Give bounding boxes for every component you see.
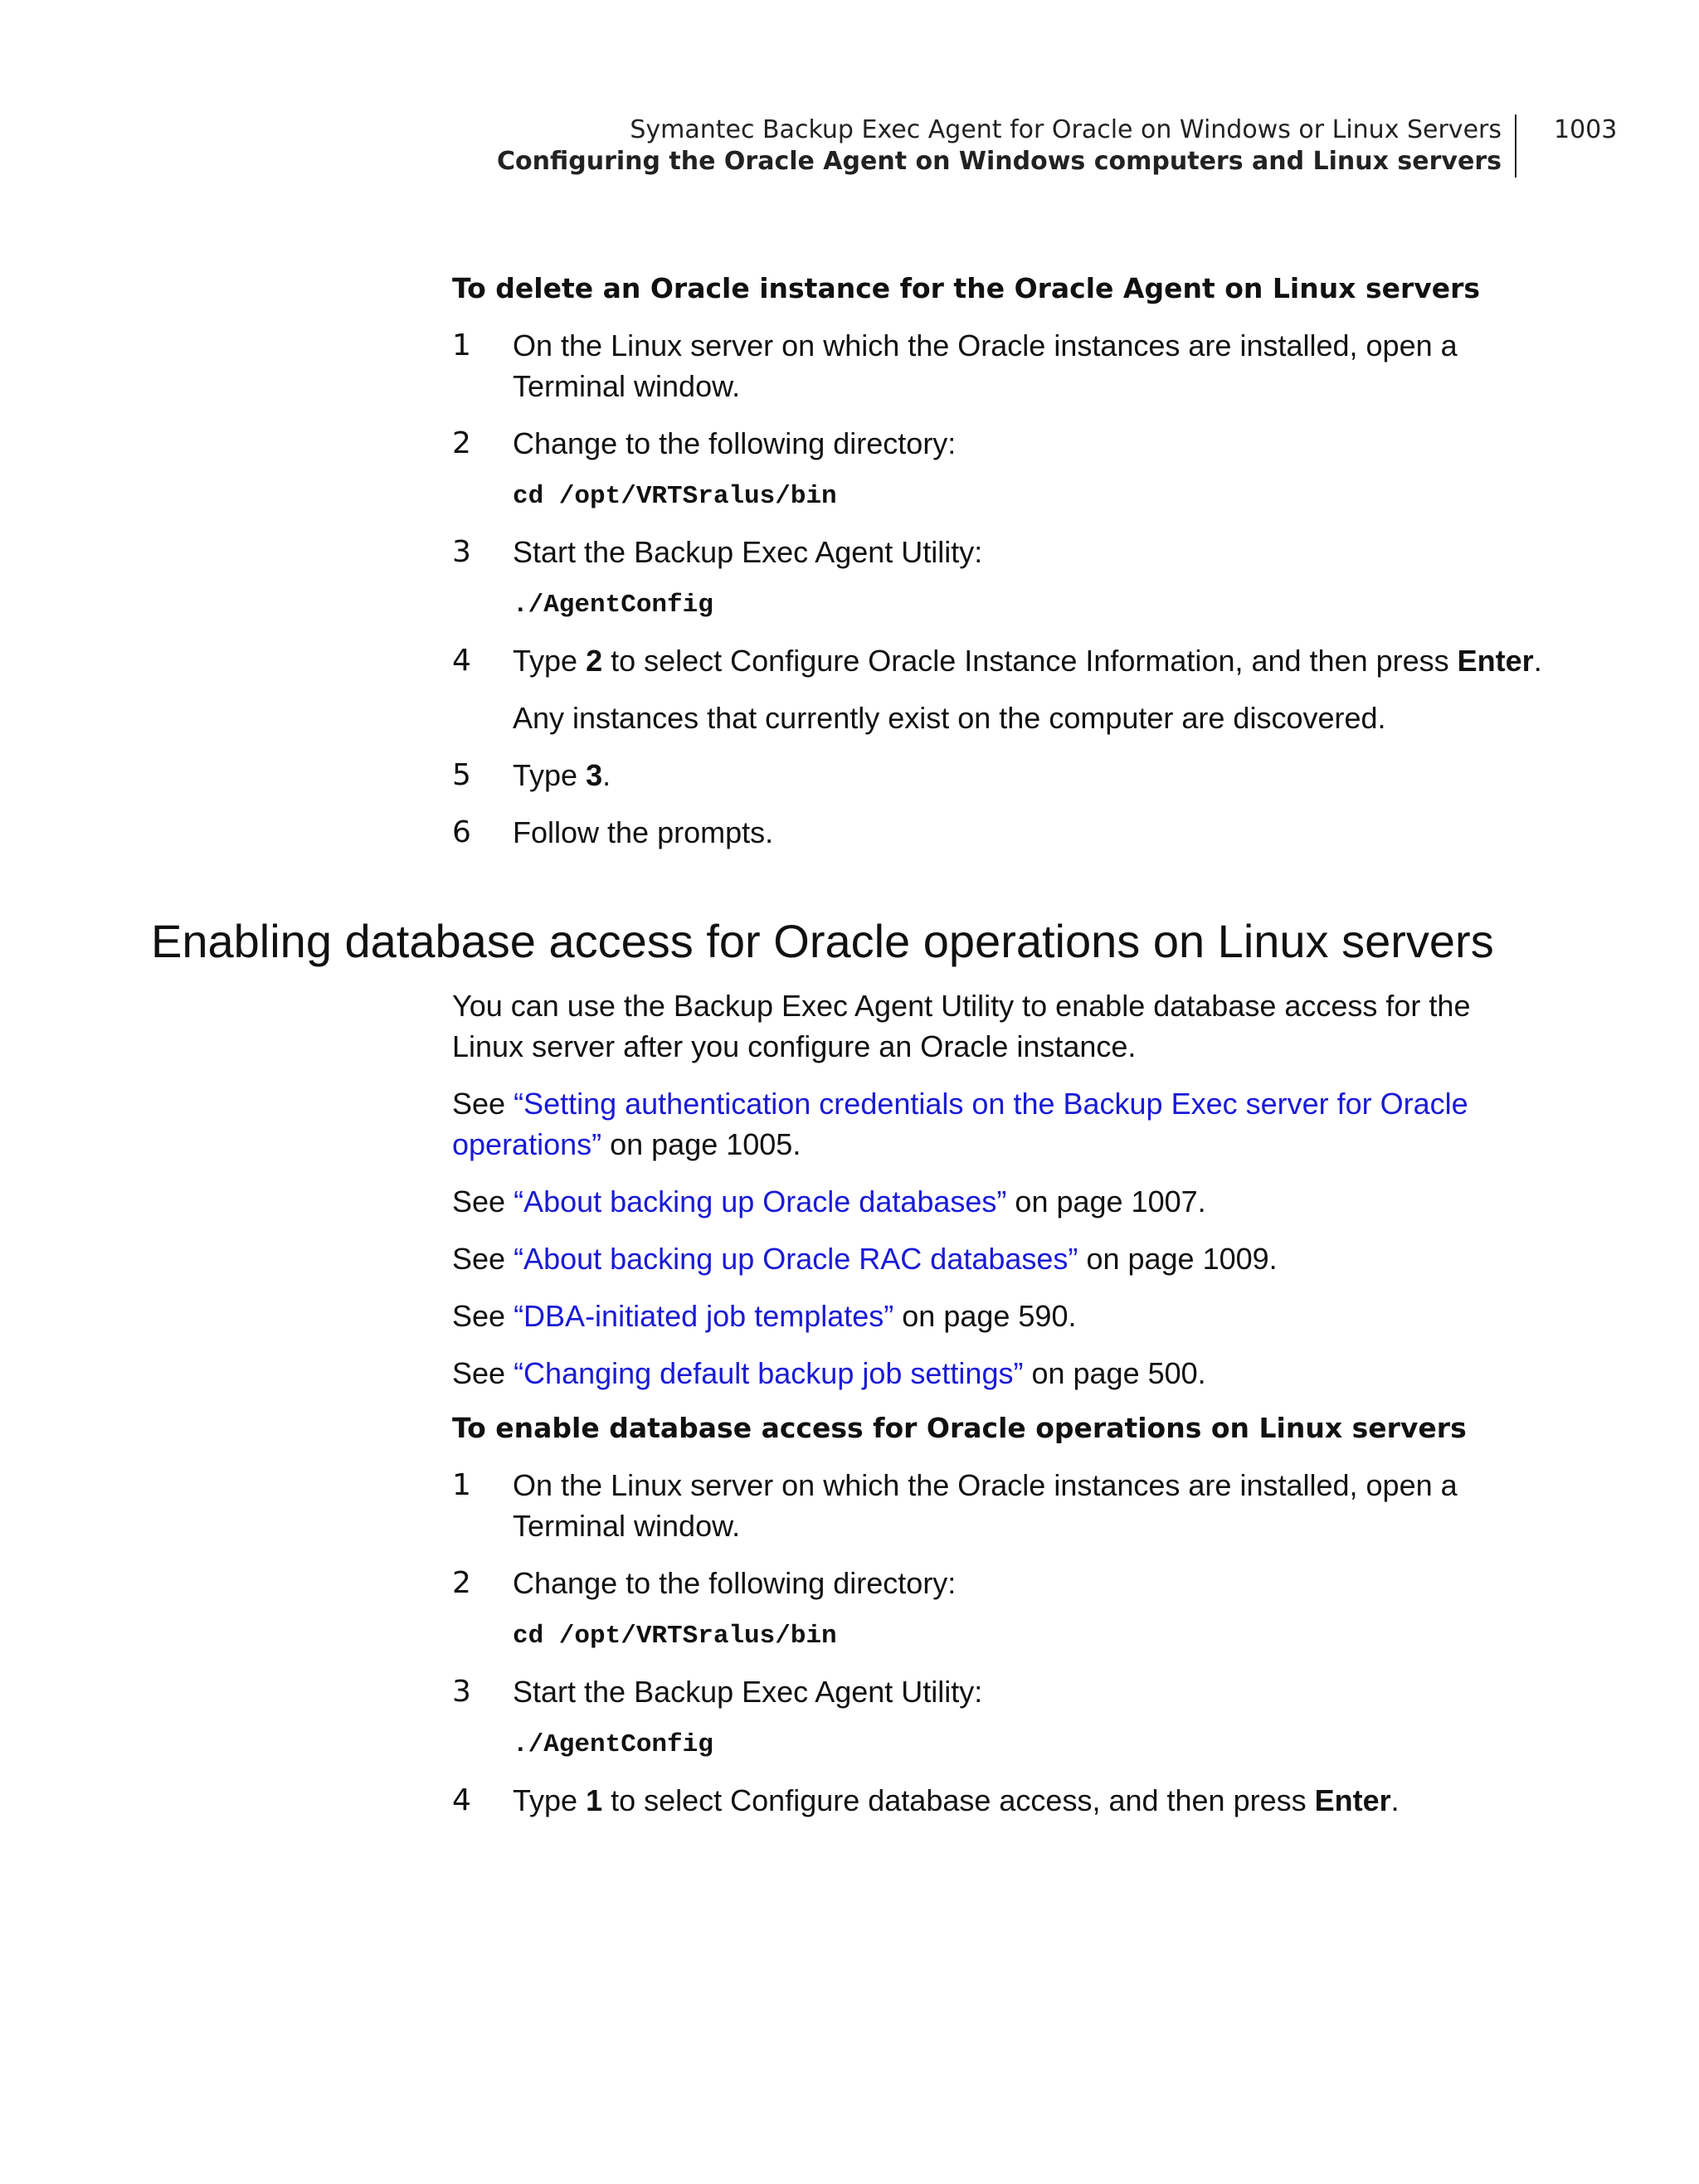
procedure-step — [452, 812, 1547, 853]
cross-reference-link[interactable]: “About backing up Oracle RAC databases” — [514, 1242, 1078, 1276]
step-text: On the Linux server on which the Oracle instances are installed, open a Terminal window. — [513, 328, 1458, 403]
cross-reference-link[interactable]: “DBA-initiated job templates” — [514, 1299, 894, 1333]
code-line: cd /opt/VRTSralus/bin — [513, 482, 837, 511]
cross-reference-link[interactable]: “Changing default backup job settings” — [514, 1356, 1024, 1390]
page-reference: on page 1007. — [1006, 1184, 1206, 1218]
delete-procedure — [452, 270, 1547, 853]
see-prefix: See — [452, 1299, 514, 1333]
see-reference — [452, 1181, 1547, 1222]
step-number: 1 — [452, 328, 471, 362]
procedure-title: To enable database access for Oracle operations on Linux servers — [452, 1412, 1467, 1444]
procedure-step — [452, 325, 1547, 406]
procedure-step — [452, 1671, 1547, 1712]
step-text-pre: Type — [513, 644, 587, 678]
step-key-name: Enter — [1457, 644, 1534, 678]
code-line: cd /opt/VRTSralus/bin — [513, 1622, 837, 1651]
step-text-mid: to select Configure Oracle Instance Information, and then press — [602, 644, 1458, 678]
cross-reference-link[interactable]: “About backing up Oracle databases” — [514, 1184, 1007, 1218]
see-reference — [452, 1083, 1547, 1165]
step-number: 2 — [452, 426, 471, 460]
header-chapter-title: Symantec Backup Exec Agent for Oracle on Windows or Linux Servers — [630, 115, 1502, 144]
step-text: Start the Backup Exec Agent Utility: — [513, 535, 983, 569]
see-prefix: See — [452, 1087, 514, 1121]
procedure-step — [452, 755, 1547, 795]
step-text: Change to the following directory: — [513, 1566, 957, 1600]
procedure-step — [452, 1780, 1547, 1821]
step-key-value: 1 — [586, 1783, 603, 1817]
step-note: Any instances that currently exist on the computer are discovered. — [513, 701, 1386, 735]
step-text-pre: Type — [513, 1783, 587, 1817]
step-text-post: . — [602, 758, 611, 792]
procedure-step — [452, 423, 1547, 464]
page-reference: on page 500. — [1023, 1356, 1206, 1390]
code-line: ./AgentConfig — [513, 1730, 713, 1759]
step-key-name: Enter — [1314, 1783, 1391, 1817]
procedure-step — [452, 640, 1547, 681]
see-reference — [452, 1353, 1547, 1394]
page-number: 1003 — [1554, 115, 1618, 144]
code-line: ./AgentConfig — [513, 591, 713, 620]
procedure-step — [452, 1563, 1547, 1603]
step-text-pre: Type — [513, 758, 587, 792]
step-number: 3 — [452, 1675, 471, 1709]
page-reference: on page 1009. — [1078, 1242, 1278, 1276]
step-text-post: . — [1390, 1783, 1400, 1817]
procedure-title: To delete an Oracle instance for the Oracle Agent on Linux servers — [452, 272, 1481, 304]
step-text: On the Linux server on which the Oracle instances are installed, open a Terminal window. — [513, 1468, 1458, 1543]
see-reference — [452, 1296, 1547, 1336]
step-number: 4 — [452, 1783, 471, 1817]
header-section-title: Configuring the Oracle Agent on Windows computers and Linux servers — [497, 147, 1502, 176]
section-heading: Enabling database access for Oracle operations on Linux servers — [151, 915, 1494, 967]
step-text: Start the Backup Exec Agent Utility: — [513, 1675, 983, 1709]
intro-paragraph: You can use the Backup Exec Agent Utility to enable database access for the Linux server after you configure an Oracle instance. — [452, 989, 1471, 1063]
step-number: 6 — [452, 815, 471, 849]
see-prefix: See — [452, 1242, 514, 1276]
section-body — [452, 985, 1547, 1821]
step-key-value: 3 — [586, 758, 603, 792]
step-text: Change to the following directory: — [513, 426, 957, 460]
page-reference: on page 1005. — [601, 1127, 801, 1161]
see-prefix: See — [452, 1356, 514, 1390]
page-reference: on page 590. — [893, 1299, 1077, 1333]
step-number: 5 — [452, 758, 471, 792]
step-number: 1 — [452, 1468, 471, 1502]
see-reference — [452, 1238, 1547, 1279]
step-key-value: 2 — [586, 644, 603, 678]
step-number: 4 — [452, 644, 471, 678]
see-prefix: See — [452, 1184, 514, 1218]
step-text-post: . — [1533, 644, 1542, 678]
cross-reference-link[interactable]: “Setting authentication credentials on the Backup Exec server for Oracle operations” — [452, 1087, 1468, 1161]
running-header — [497, 114, 1516, 178]
step-text: Follow the prompts. — [513, 815, 774, 849]
procedure-step — [452, 532, 1547, 572]
step-number: 2 — [452, 1566, 471, 1600]
procedure-step — [452, 1465, 1547, 1546]
step-text-mid: to select Configure database access, and then press — [602, 1783, 1315, 1817]
step-number: 3 — [452, 535, 471, 569]
